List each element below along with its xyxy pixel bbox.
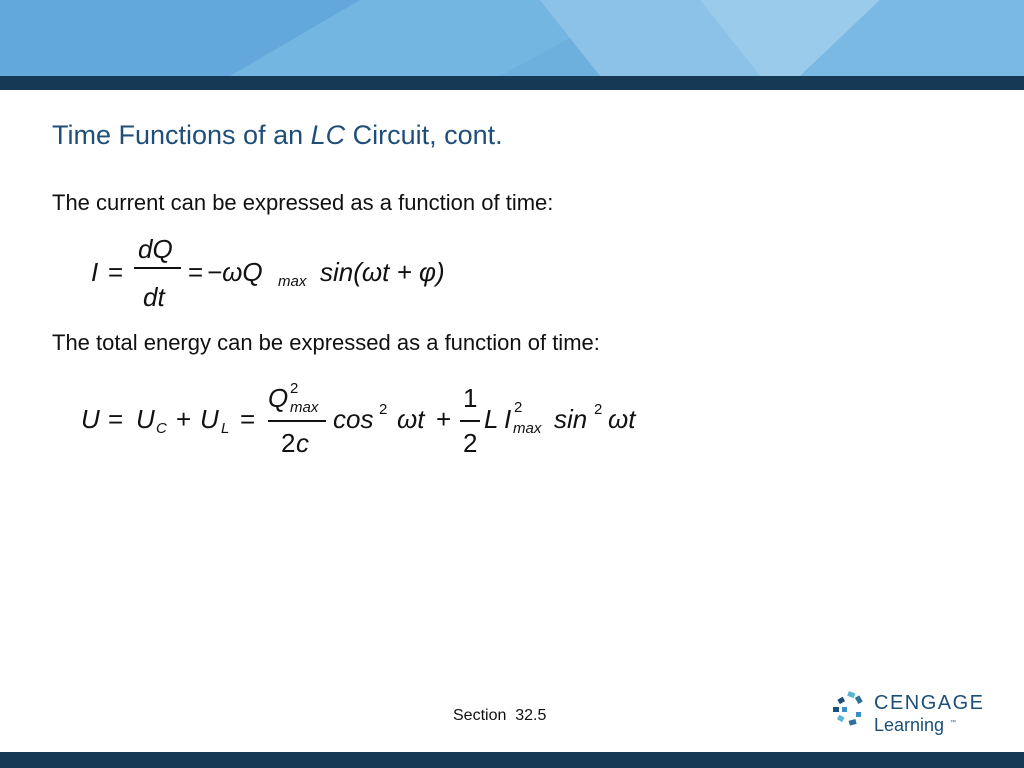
energy-frac1-denominator-c: c [296,428,309,458]
footer-stripe [0,752,1024,768]
energy-plus-2: + [436,404,452,434]
header-banner-graphic [0,0,1024,76]
energy-plus-1: + [176,404,192,434]
current-fraction-bar [134,267,181,269]
energy-frac1-numerator: Q [268,383,289,413]
energy-i: I [504,404,512,434]
energy-cos: cos [333,404,374,434]
current-equals-1: = [108,257,124,287]
energy-uc-subscript: C [156,420,167,437]
current-lhs: I [91,257,99,287]
current-q-subscript: max [278,273,307,290]
current-equals-2: = [188,257,204,287]
energy-frac2-numerator: 1 [463,383,478,413]
energy-u: U [81,404,100,434]
energy-frac1-denominator-2: 2 [281,428,296,458]
header-stripe [0,76,1024,90]
current-sin-term: sin(ωt + φ) [320,257,445,287]
energy-i-superscript: 2 [514,399,523,416]
logo-wordmark-line2: Learning [874,715,945,735]
current-fraction-denominator: dt [143,282,165,312]
logo-trademark: ™ [950,720,956,726]
energy-frac1-superscript: 2 [290,380,299,397]
logo-wordmark-line1: CENGAGE [874,692,985,714]
footer-section-label: Section 32.5 [453,707,547,724]
energy-i-subscript: max [513,420,542,437]
cengage-logo [830,688,990,740]
energy-frac1-subscript: max [290,399,319,416]
energy-ul: U [200,404,219,434]
current-description: The current can be expressed as a function of time: [52,190,554,215]
current-fraction-numerator: dQ [138,234,173,264]
energy-frac2-bar [460,420,480,422]
energy-cos-argument: ωt [397,404,425,434]
current-neg-omega-q: −ωQ [207,257,263,287]
energy-frac1-bar [268,420,326,422]
energy-l: L [484,404,499,434]
energy-cos-superscript: 2 [379,401,388,418]
title-italic: LC [310,120,346,150]
energy-equals-2: = [240,404,256,434]
header-banner [0,0,1024,76]
energy-sin-argument: ωt [608,404,636,434]
title-suffix: Circuit, cont. [345,120,503,150]
energy-uc: U [136,404,155,434]
energy-equals-1: = [108,404,124,434]
energy-description: The total energy can be expressed as a function of time: [52,330,600,355]
slide-title [52,120,503,151]
energy-sin-superscript: 2 [594,401,603,418]
energy-sin: sin [554,404,588,434]
cengage-logo-icon [830,690,870,730]
title-prefix: Time Functions of an [52,120,311,150]
energy-ul-subscript: L [221,420,230,437]
energy-frac2-denominator: 2 [463,428,478,458]
